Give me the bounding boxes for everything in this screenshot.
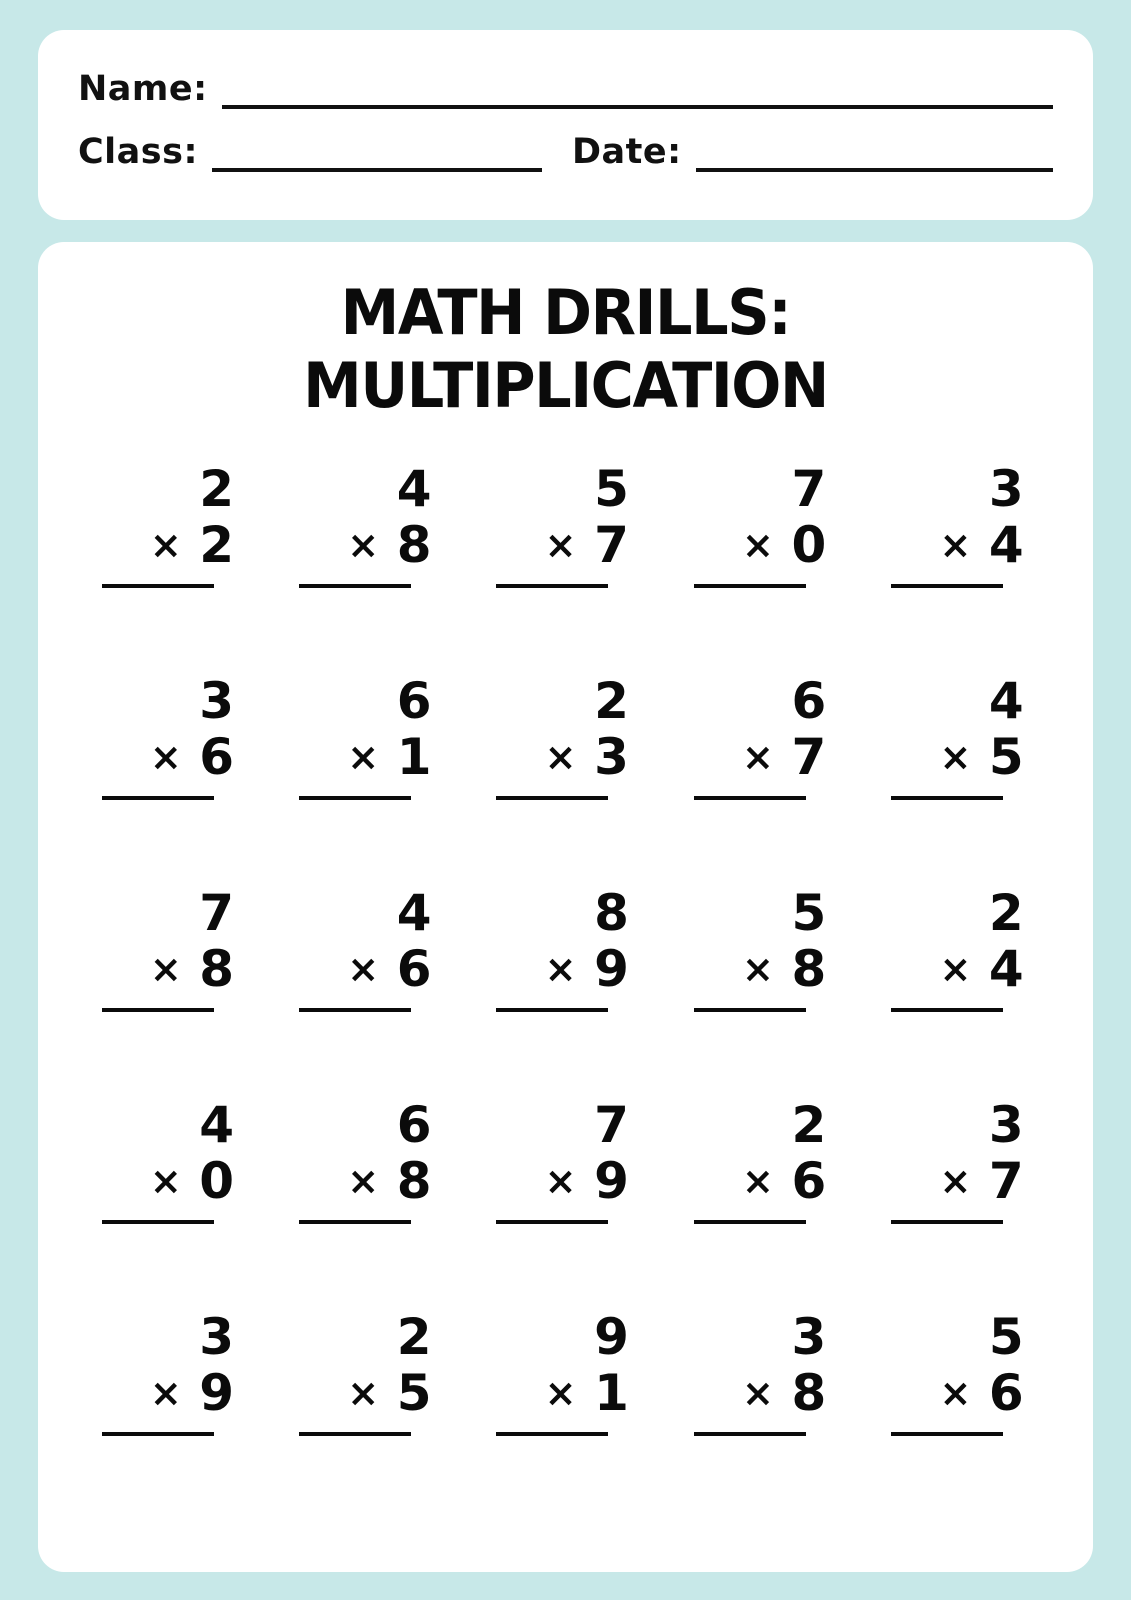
answer-line[interactable] (102, 1008, 214, 1012)
multiplier: 7 (791, 728, 827, 786)
multiplicand: 5 (791, 884, 827, 942)
multiplication-problem (293, 880, 443, 1092)
multiplication-problem (885, 668, 1035, 880)
class-date-field-row (78, 132, 1053, 172)
problem-bottom-row (688, 516, 838, 576)
multiply-icon: × (149, 1371, 182, 1415)
multiplier: 4 (988, 940, 1024, 998)
answer-line[interactable] (299, 584, 411, 588)
problem-bottom-row (96, 728, 246, 788)
problem-bottom-row (688, 728, 838, 788)
multiplicand: 2 (199, 460, 235, 518)
multiply-icon: × (742, 523, 774, 567)
multiplier: 3 (594, 728, 629, 786)
problem-top-row (688, 884, 838, 944)
problem-top-row (688, 1096, 838, 1156)
multiplier: 9 (199, 1364, 235, 1422)
problem-top-row (885, 672, 1035, 732)
multiplier: 6 (199, 728, 235, 786)
multiplicand: 6 (791, 672, 827, 730)
problem-bottom-row (293, 1152, 443, 1212)
name-field-row (78, 69, 1053, 109)
multiplier: 8 (396, 516, 432, 574)
problem-top-row (293, 672, 443, 732)
problem-top-row (96, 1308, 246, 1368)
multiplication-problem (688, 668, 838, 880)
problem-top-row (293, 1308, 443, 1368)
name-input-line[interactable] (222, 104, 1053, 109)
problem-bottom-row (293, 940, 443, 1000)
problem-top-row (490, 672, 640, 732)
multiply-icon: × (742, 735, 774, 779)
multiplier: 1 (396, 728, 432, 786)
problem-top-row (885, 1308, 1035, 1368)
multiplication-problem (293, 1304, 443, 1516)
multiplicand: 9 (594, 1308, 629, 1366)
problem-top-row (490, 884, 640, 944)
problem-bottom-row (96, 940, 246, 1000)
multiply-icon: × (544, 735, 577, 779)
multiplicand: 4 (988, 672, 1024, 730)
problem-top-row (96, 1096, 246, 1156)
multiply-icon: × (939, 1371, 972, 1415)
multiplication-problem (96, 668, 246, 880)
answer-line[interactable] (694, 584, 806, 588)
problem-top-row (688, 672, 838, 732)
problem-bottom-row (688, 940, 838, 1000)
problem-bottom-row (96, 1364, 246, 1424)
multiplicand: 5 (988, 1308, 1024, 1366)
answer-line[interactable] (694, 1220, 806, 1224)
class-input-line[interactable] (212, 167, 542, 172)
answer-line[interactable] (102, 796, 214, 800)
problem-top-row (885, 460, 1035, 520)
multiplicand: 3 (199, 672, 235, 730)
multiplicand: 5 (594, 460, 629, 518)
multiplicand: 6 (396, 1096, 432, 1154)
multiplier: 0 (791, 516, 827, 574)
multiplicand: 2 (396, 1308, 432, 1366)
problem-bottom-row (688, 1152, 838, 1212)
multiply-icon: × (939, 523, 972, 567)
problem-top-row (293, 460, 443, 520)
multiplication-problem (490, 668, 640, 880)
multiplicand: 7 (199, 884, 235, 942)
answer-line[interactable] (891, 1008, 1003, 1012)
multiply-icon: × (149, 735, 182, 779)
multiply-icon: × (544, 947, 577, 991)
date-input-line[interactable] (696, 167, 1053, 172)
multiplication-problem (293, 668, 443, 880)
multiplier: 0 (199, 1152, 235, 1210)
multiplication-problem (490, 880, 640, 1092)
multiplication-problem (885, 456, 1035, 668)
multiplication-problem (490, 1092, 640, 1304)
multiply-icon: × (742, 1159, 774, 1203)
answer-line[interactable] (299, 1220, 411, 1224)
multiplier: 9 (594, 1152, 629, 1210)
multiplicand: 7 (791, 460, 827, 518)
multiplicand: 3 (988, 1096, 1024, 1154)
problem-bottom-row (490, 1364, 640, 1424)
multiplicand: 4 (396, 884, 432, 942)
problem-bottom-row (490, 940, 640, 1000)
problem-bottom-row (490, 1152, 640, 1212)
multiplication-problem (490, 1304, 640, 1516)
multiplication-problem (96, 1304, 246, 1516)
answer-line[interactable] (496, 1008, 608, 1012)
multiply-icon: × (544, 1159, 577, 1203)
problem-top-row (490, 1096, 640, 1156)
answer-line[interactable] (891, 1432, 1003, 1436)
answer-line[interactable] (496, 1220, 608, 1224)
multiplier: 4 (988, 516, 1024, 574)
multiplication-problem (885, 880, 1035, 1092)
problem-bottom-row (885, 516, 1035, 576)
multiplication-problem (490, 456, 640, 668)
multiply-icon: × (544, 523, 577, 567)
name-label: Name: (78, 69, 208, 109)
answer-line[interactable] (694, 1432, 806, 1436)
multiplication-problem (688, 456, 838, 668)
multiplication-problem (688, 1092, 838, 1304)
multiply-icon: × (149, 523, 182, 567)
answer-line[interactable] (891, 584, 1003, 588)
multiplier: 6 (396, 940, 432, 998)
multiplication-problem (885, 1304, 1035, 1516)
answer-line[interactable] (299, 1432, 411, 1436)
multiplier: 8 (791, 1364, 827, 1422)
multiplier: 9 (594, 940, 629, 998)
problem-bottom-row (293, 728, 443, 788)
answer-line[interactable] (102, 1432, 214, 1436)
multiply-icon: × (544, 1371, 577, 1415)
problem-top-row (490, 1308, 640, 1368)
problem-bottom-row (96, 1152, 246, 1212)
problem-top-row (885, 884, 1035, 944)
multiplicand: 3 (791, 1308, 827, 1366)
answer-line[interactable] (299, 796, 411, 800)
problem-bottom-row (293, 516, 443, 576)
problem-bottom-row (885, 1152, 1035, 1212)
answer-line[interactable] (102, 584, 214, 588)
multiplier: 8 (791, 940, 827, 998)
problem-grid (72, 456, 1059, 1516)
multiplier: 5 (988, 728, 1024, 786)
multiplier: 6 (791, 1152, 827, 1210)
problem-top-row (293, 1096, 443, 1156)
date-label: Date: (571, 132, 682, 172)
multiplier: 8 (199, 940, 235, 998)
problem-bottom-row (293, 1364, 443, 1424)
problem-bottom-row (490, 516, 640, 576)
multiplication-problem (688, 880, 838, 1092)
problem-top-row (490, 460, 640, 520)
problem-bottom-row (885, 940, 1035, 1000)
multiply-icon: × (742, 947, 774, 991)
multiplier: 2 (199, 516, 235, 574)
multiply-icon: × (939, 947, 972, 991)
problem-top-row (96, 460, 246, 520)
multiply-icon: × (347, 947, 380, 991)
multiplication-problem (96, 880, 246, 1092)
answer-line[interactable] (496, 1432, 608, 1436)
multiplication-problem (293, 1092, 443, 1304)
multiply-icon: × (347, 1159, 380, 1203)
multiply-icon: × (939, 735, 972, 779)
drills-card (38, 242, 1093, 1572)
student-info-card (38, 30, 1093, 220)
multiplication-problem (293, 456, 443, 668)
answer-line[interactable] (694, 796, 806, 800)
multiplicand: 4 (396, 460, 432, 518)
problem-top-row (885, 1096, 1035, 1156)
answer-line[interactable] (694, 1008, 806, 1012)
multiplication-problem (96, 1092, 246, 1304)
multiply-icon: × (347, 523, 380, 567)
problem-top-row (293, 884, 443, 944)
multiplication-problem (688, 1304, 838, 1516)
multiplication-problem (885, 1092, 1035, 1304)
class-label: Class: (78, 132, 198, 172)
multiplier: 7 (988, 1152, 1024, 1210)
answer-line[interactable] (496, 584, 608, 588)
multiplicand: 3 (988, 460, 1024, 518)
multiply-icon: × (742, 1371, 774, 1415)
multiplication-problem (96, 456, 246, 668)
multiply-icon: × (149, 1159, 182, 1203)
answer-line[interactable] (299, 1008, 411, 1012)
answer-line[interactable] (891, 796, 1003, 800)
multiply-icon: × (939, 1159, 972, 1203)
problem-top-row (96, 672, 246, 732)
multiplicand: 6 (396, 672, 432, 730)
multiplicand: 3 (199, 1308, 235, 1366)
answer-line[interactable] (891, 1220, 1003, 1224)
answer-line[interactable] (102, 1220, 214, 1224)
multiply-icon: × (347, 735, 380, 779)
multiplicand: 2 (791, 1096, 827, 1154)
problem-bottom-row (885, 728, 1035, 788)
multiplier: 8 (396, 1152, 432, 1210)
problem-top-row (96, 884, 246, 944)
multiply-icon: × (347, 1371, 380, 1415)
problem-bottom-row (490, 728, 640, 788)
multiply-icon: × (149, 947, 182, 991)
multiplier: 1 (594, 1364, 629, 1422)
multiplier: 6 (988, 1364, 1024, 1422)
multiplicand: 2 (988, 884, 1024, 942)
page-title: MATH DRILLS: MULTIPLICATION (303, 276, 828, 422)
answer-line[interactable] (496, 796, 608, 800)
multiplicand: 8 (594, 884, 629, 942)
problem-bottom-row (688, 1364, 838, 1424)
multiplier: 7 (594, 516, 629, 574)
problem-top-row (688, 460, 838, 520)
problem-top-row (688, 1308, 838, 1368)
problem-bottom-row (885, 1364, 1035, 1424)
multiplicand: 2 (594, 672, 629, 730)
problem-bottom-row (96, 516, 246, 576)
multiplier: 5 (396, 1364, 432, 1422)
multiplicand: 4 (199, 1096, 235, 1154)
multiplicand: 7 (594, 1096, 629, 1154)
